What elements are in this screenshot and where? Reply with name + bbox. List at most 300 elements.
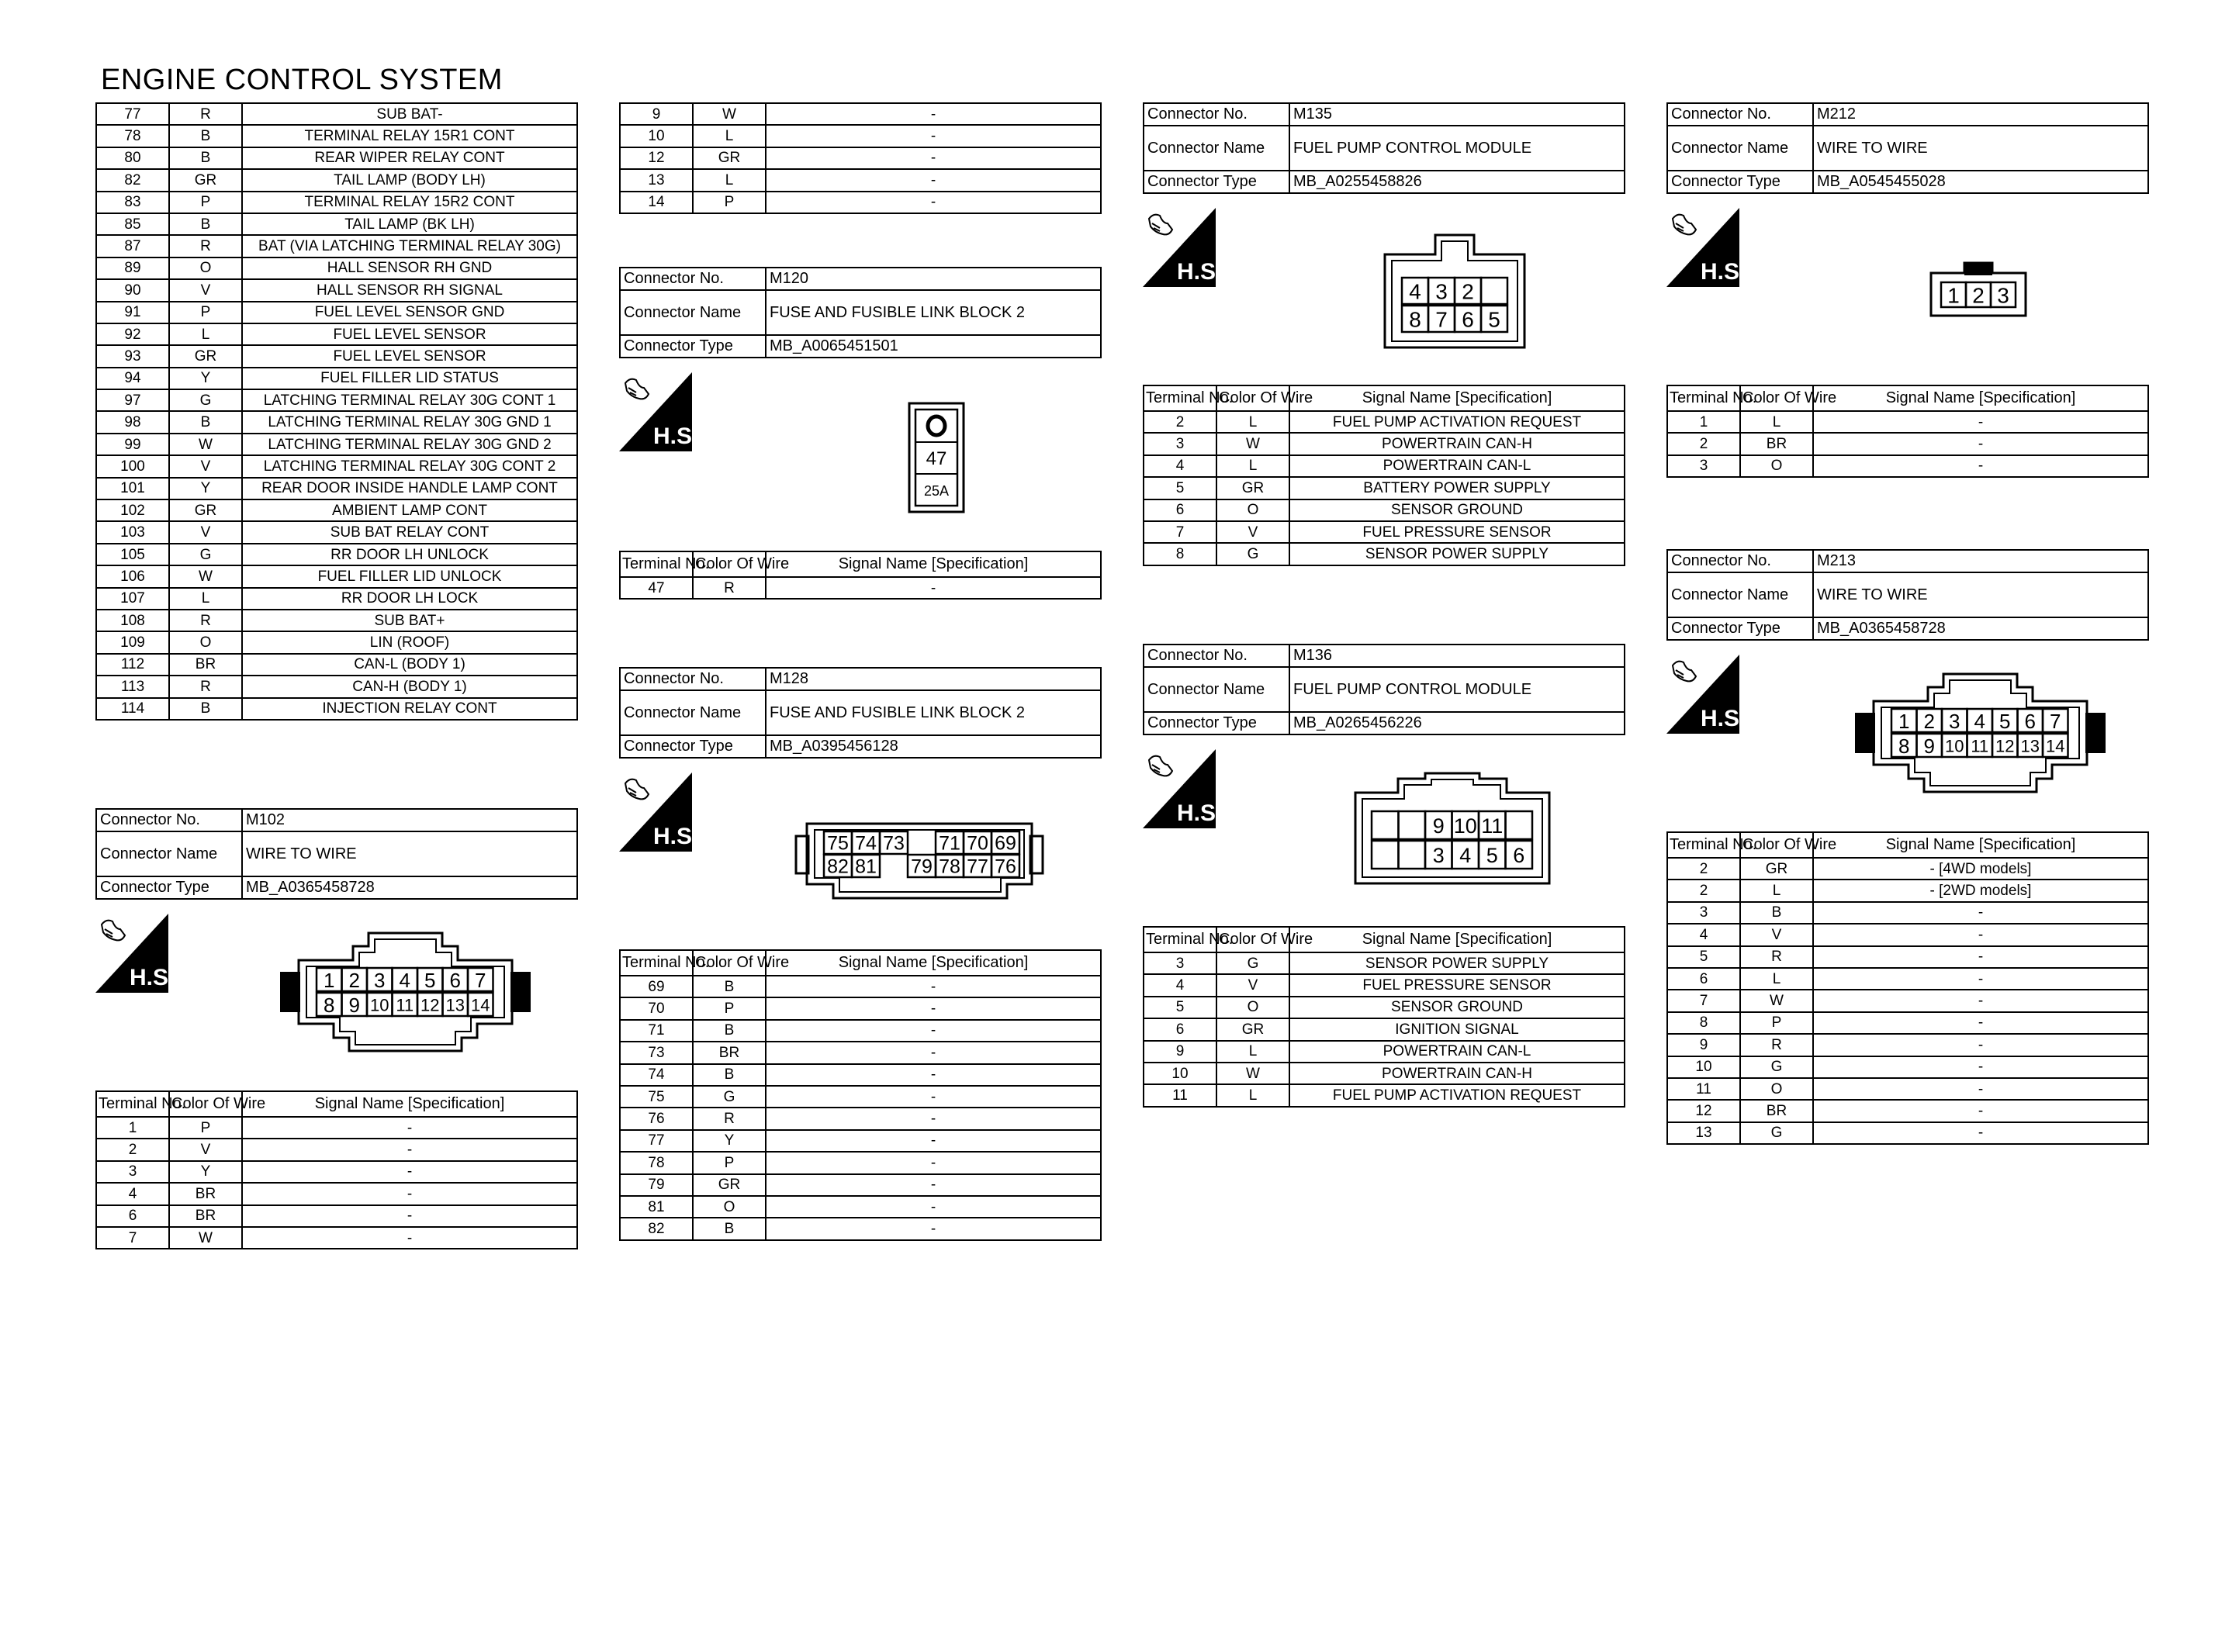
connector-name-label: Connector Name bbox=[1144, 667, 1289, 712]
table-row bbox=[620, 1064, 1101, 1086]
pin-label: 7 bbox=[475, 969, 486, 992]
signal-name-cell: - bbox=[766, 1218, 1101, 1239]
connector-name-value: WIRE TO WIRE bbox=[1813, 572, 2148, 617]
terminal-no-cell: 10 bbox=[1667, 1056, 1740, 1078]
terminal-no-cell: 78 bbox=[96, 125, 169, 147]
table-body bbox=[1667, 858, 2148, 1144]
terminal-no-cell: 81 bbox=[620, 1196, 693, 1218]
signal-name-cell: BATTERY POWER SUPPLY bbox=[1289, 477, 1625, 499]
table-row bbox=[96, 1183, 577, 1204]
signal-name-cell: - bbox=[766, 976, 1101, 997]
table-row bbox=[1667, 858, 2148, 880]
wire-color-cell: O bbox=[693, 1196, 766, 1218]
wire-color-cell: O bbox=[169, 631, 242, 653]
terminal-no-cell: 2 bbox=[1144, 411, 1216, 433]
wire-color-cell: R bbox=[693, 1108, 766, 1129]
wire-color-cell: B bbox=[169, 147, 242, 169]
terminal-no-cell: 47 bbox=[620, 577, 693, 599]
wire-color-cell: GR bbox=[693, 147, 766, 169]
terminal-no-header: Terminal No. bbox=[1667, 832, 1740, 858]
table-row bbox=[96, 499, 577, 521]
wire-color-cell: B bbox=[169, 698, 242, 720]
color-of-wire-header: Color Of Wire bbox=[1216, 385, 1289, 411]
fuse-rating: 25A bbox=[923, 483, 950, 499]
terminal-table-m135 bbox=[1143, 385, 1625, 566]
wire-color-cell: O bbox=[1216, 997, 1289, 1018]
terminal-no-cell: 106 bbox=[96, 565, 169, 587]
pin-label: 7 bbox=[1435, 307, 1448, 332]
wire-color-cell: GR bbox=[1216, 1018, 1289, 1040]
signal-name-cell: CAN-L (BODY 1) bbox=[242, 654, 577, 676]
terminal-no-cell: 7 bbox=[96, 1227, 169, 1249]
terminal-no-cell: 102 bbox=[96, 499, 169, 521]
wire-color-cell: P bbox=[169, 192, 242, 213]
harness-side-icon bbox=[1666, 208, 1746, 287]
pin-label: 13 bbox=[445, 995, 465, 1015]
pin-label: 4 bbox=[1459, 844, 1472, 867]
wire-color-cell: P bbox=[1740, 1012, 1813, 1034]
connector-name-label: Connector Name bbox=[620, 690, 766, 735]
pin-label: 3 bbox=[1997, 283, 2009, 308]
signal-name-cell: BAT (VIA LATCHING TERMINAL RELAY 30G) bbox=[242, 235, 577, 257]
wire-color-cell: L bbox=[1216, 1041, 1289, 1063]
signal-name-cell: CAN-H (BODY 1) bbox=[242, 676, 577, 697]
wire-color-cell: B bbox=[169, 411, 242, 433]
terminal-table-continued-mid bbox=[619, 102, 1102, 214]
m212-connector-face bbox=[1929, 261, 2028, 322]
terminal-no-cell: 100 bbox=[96, 455, 169, 477]
table-row bbox=[96, 1117, 577, 1139]
connector-type-label: Connector Type bbox=[1667, 617, 1813, 640]
signal-name-cell: - bbox=[766, 192, 1101, 213]
signal-name-cell: - bbox=[766, 577, 1101, 599]
wire-color-cell: Y bbox=[169, 368, 242, 389]
table-row bbox=[96, 257, 577, 279]
wire-color-cell: L bbox=[1740, 411, 1813, 433]
table-row bbox=[96, 455, 577, 477]
table-row bbox=[1667, 1056, 2148, 1078]
connector-name-value: FUSE AND FUSIBLE LINK BLOCK 2 bbox=[766, 290, 1101, 335]
signal-name-cell: - bbox=[766, 1108, 1101, 1129]
table-row bbox=[1144, 974, 1625, 996]
table-row bbox=[1667, 946, 2148, 968]
wire-color-cell: B bbox=[169, 213, 242, 235]
pin-label: 2 bbox=[1972, 283, 1985, 308]
signal-name-cell: - bbox=[766, 1130, 1101, 1152]
table-row bbox=[620, 147, 1101, 169]
signal-name-cell: - bbox=[242, 1205, 577, 1227]
latch-right bbox=[2085, 713, 2106, 753]
m120-connector-face bbox=[908, 402, 965, 517]
terminal-no-header: Terminal No. bbox=[1144, 385, 1216, 411]
signal-name-cell: FUEL FILLER LID STATUS bbox=[242, 368, 577, 389]
signal-name-cell: - bbox=[1813, 1100, 2148, 1121]
wire-color-cell: R bbox=[169, 235, 242, 257]
terminal-no-cell: 99 bbox=[96, 434, 169, 455]
m213-connector-face bbox=[1850, 670, 2110, 800]
signal-name-cell: - bbox=[242, 1117, 577, 1139]
m102-connector-face bbox=[275, 929, 535, 1059]
connector-no-label: Connector No. bbox=[1144, 645, 1289, 667]
table-body bbox=[620, 103, 1101, 213]
terminal-no-cell: 78 bbox=[620, 1152, 693, 1173]
table-body bbox=[96, 1117, 577, 1249]
connector-name-label: Connector Name bbox=[1667, 126, 1813, 171]
signal-name-cell: - bbox=[766, 169, 1101, 191]
table-row bbox=[1144, 477, 1625, 499]
connector-type-value: MB_A0395456128 bbox=[766, 735, 1101, 758]
color-of-wire-header: Color Of Wire bbox=[169, 1091, 242, 1117]
pin-label: 1 bbox=[1947, 283, 1960, 308]
wire-color-cell: L bbox=[693, 125, 766, 147]
pin-cavity bbox=[1506, 811, 1533, 839]
connector-info-m135 bbox=[1143, 102, 1625, 194]
connector-name-value: WIRE TO WIRE bbox=[1813, 126, 2148, 171]
signal-name-cell: - bbox=[1813, 990, 2148, 1011]
signal-name-cell: - [2WD models] bbox=[1813, 880, 2148, 901]
pin-label: 6 bbox=[2024, 710, 2036, 733]
signal-name-cell: FUEL PRESSURE SENSOR bbox=[1289, 521, 1625, 543]
terminal-no-header: Terminal No. bbox=[620, 950, 693, 976]
terminal-no-cell: 4 bbox=[1144, 455, 1216, 477]
hs-label: H.S. bbox=[653, 423, 699, 449]
terminal-no-cell: 103 bbox=[96, 521, 169, 543]
wire-color-cell: R bbox=[169, 676, 242, 697]
wire-color-cell: L bbox=[1216, 411, 1289, 433]
connector-no-label: Connector No. bbox=[1667, 550, 1813, 572]
terminal-no-cell: 77 bbox=[96, 103, 169, 125]
signal-name-cell: SENSOR GROUND bbox=[1289, 997, 1625, 1018]
terminal-no-cell: 8 bbox=[1667, 1012, 1740, 1034]
wire-color-cell: V bbox=[1216, 521, 1289, 543]
color-of-wire-header: Color Of Wire bbox=[693, 551, 766, 577]
pin-label: 71 bbox=[939, 832, 960, 855]
signal-name-header: Signal Name [Specification] bbox=[1813, 832, 2148, 858]
terminal-no-cell: 10 bbox=[620, 125, 693, 147]
pin-label: 14 bbox=[2046, 736, 2065, 756]
pin-label: 75 bbox=[827, 832, 849, 855]
connector-no-value: M120 bbox=[766, 268, 1101, 290]
pin-label: 12 bbox=[1995, 736, 2015, 756]
terminal-no-cell: 7 bbox=[1144, 521, 1216, 543]
pin-label: 1 bbox=[324, 969, 335, 992]
terminal-no-cell: 77 bbox=[620, 1130, 693, 1152]
color-of-wire-header: Color Of Wire bbox=[1216, 927, 1289, 952]
signal-name-cell: SUB BAT+ bbox=[242, 610, 577, 631]
pin-cavity bbox=[1399, 841, 1426, 869]
connector-no-label: Connector No. bbox=[620, 268, 766, 290]
signal-name-cell: SENSOR POWER SUPPLY bbox=[1289, 543, 1625, 565]
table-row bbox=[620, 997, 1101, 1019]
pin-label: 9 bbox=[1432, 814, 1445, 838]
connector-no-label: Connector No. bbox=[620, 668, 766, 690]
signal-name-cell: LATCHING TERMINAL RELAY 30G CONT 2 bbox=[242, 455, 577, 477]
signal-name-cell: LATCHING TERMINAL RELAY 30G CONT 1 bbox=[242, 389, 577, 411]
connector-type-label: Connector Type bbox=[96, 876, 242, 899]
connector-no-value: M128 bbox=[766, 668, 1101, 690]
signal-name-cell: TAIL LAMP (BODY LH) bbox=[242, 169, 577, 191]
table-row bbox=[1667, 880, 2148, 901]
wire-color-cell: O bbox=[1740, 455, 1813, 477]
terminal-no-cell: 113 bbox=[96, 676, 169, 697]
wire-color-cell: GR bbox=[169, 345, 242, 367]
wire-color-cell: B bbox=[693, 1020, 766, 1042]
signal-name-cell: - bbox=[242, 1139, 577, 1160]
terminal-no-cell: 1 bbox=[96, 1117, 169, 1139]
pin-label: 70 bbox=[967, 832, 988, 855]
table-row bbox=[620, 1218, 1101, 1239]
wire-color-cell: B bbox=[169, 125, 242, 147]
terminal-no-cell: 101 bbox=[96, 478, 169, 499]
wire-color-cell: P bbox=[169, 302, 242, 323]
terminal-no-cell: 109 bbox=[96, 631, 169, 653]
pin-label: 78 bbox=[939, 855, 960, 878]
wire-color-cell: L bbox=[1740, 880, 1813, 901]
signal-name-cell: FUEL LEVEL SENSOR bbox=[242, 323, 577, 345]
pin-cavity bbox=[1399, 811, 1426, 839]
table-row bbox=[96, 1227, 577, 1249]
connector-type-value: MB_A0265456226 bbox=[1289, 712, 1625, 734]
table-row bbox=[1667, 455, 2148, 477]
signal-name-cell: FUEL LEVEL SENSOR bbox=[242, 345, 577, 367]
signal-name-cell: - bbox=[766, 147, 1101, 169]
pin-label: 82 bbox=[827, 855, 849, 878]
signal-name-header: Signal Name [Specification] bbox=[1289, 927, 1625, 952]
hs-label: H.S. bbox=[1701, 259, 1746, 285]
table-row bbox=[1144, 543, 1625, 565]
pin-label: 5 bbox=[1999, 710, 2011, 733]
terminal-no-cell: 73 bbox=[620, 1042, 693, 1063]
wire-color-cell: BR bbox=[169, 654, 242, 676]
connector-type-value: MB_A0065451501 bbox=[766, 335, 1101, 358]
wire-color-cell: R bbox=[169, 610, 242, 631]
signal-name-cell: - bbox=[1813, 968, 2148, 990]
wire-color-cell: V bbox=[169, 521, 242, 543]
signal-name-cell: - bbox=[766, 1020, 1101, 1042]
signal-name-cell: FUEL FILLER LID UNLOCK bbox=[242, 565, 577, 587]
terminal-no-cell: 12 bbox=[1667, 1100, 1740, 1121]
signal-name-cell: - bbox=[242, 1227, 577, 1249]
table-row bbox=[96, 610, 577, 631]
table-row bbox=[96, 368, 577, 389]
wire-color-cell: L bbox=[1740, 968, 1813, 990]
pin-label: 9 bbox=[1923, 734, 1935, 758]
table-body bbox=[620, 577, 1101, 599]
connector-type-label: Connector Type bbox=[620, 335, 766, 358]
signal-name-header: Signal Name [Specification] bbox=[766, 551, 1101, 577]
harness-side-icon bbox=[1666, 655, 1746, 734]
connector-no-value: M136 bbox=[1289, 645, 1625, 667]
terminal-no-cell: 80 bbox=[96, 147, 169, 169]
wire-color-cell: V bbox=[1216, 974, 1289, 996]
color-of-wire-header: Color Of Wire bbox=[1740, 385, 1813, 411]
pin-label: 4 bbox=[399, 969, 410, 992]
hs-label: H.S. bbox=[1701, 706, 1746, 731]
table-row bbox=[620, 1130, 1101, 1152]
pin-label: 1 bbox=[1898, 710, 1910, 733]
table-row bbox=[620, 169, 1101, 191]
wire-color-cell: BR bbox=[1740, 1100, 1813, 1121]
terminal-no-cell: 11 bbox=[1144, 1084, 1216, 1106]
wire-color-cell: G bbox=[1740, 1056, 1813, 1078]
table-row bbox=[1144, 1063, 1625, 1084]
pin-cavity bbox=[1481, 278, 1507, 304]
table-row bbox=[1667, 902, 2148, 924]
pin-label: 69 bbox=[995, 832, 1016, 855]
fuse-socket-icon bbox=[928, 416, 945, 435]
table-row bbox=[620, 577, 1101, 599]
pin-label: 3 bbox=[1435, 279, 1448, 304]
wire-color-cell: G bbox=[169, 544, 242, 565]
wire-color-cell: W bbox=[169, 565, 242, 587]
table-row bbox=[96, 323, 577, 345]
signal-name-cell: RR DOOR LH LOCK bbox=[242, 588, 577, 610]
table-row bbox=[96, 565, 577, 587]
pin-label: 6 bbox=[1462, 307, 1474, 332]
table-row bbox=[620, 192, 1101, 213]
signal-name-cell: SUB BAT- bbox=[242, 103, 577, 125]
signal-name-cell: - bbox=[1813, 411, 2148, 433]
wire-color-cell: Y bbox=[169, 478, 242, 499]
signal-name-cell: - bbox=[766, 125, 1101, 147]
terminal-no-cell: 91 bbox=[96, 302, 169, 323]
table-row bbox=[620, 1020, 1101, 1042]
table-row bbox=[620, 125, 1101, 147]
terminal-no-cell: 82 bbox=[96, 169, 169, 191]
table-row bbox=[1144, 1018, 1625, 1040]
terminal-no-cell: 89 bbox=[96, 257, 169, 279]
table-row bbox=[96, 389, 577, 411]
connector-no-label: Connector No. bbox=[1144, 103, 1289, 126]
wire-color-cell: R bbox=[1740, 1034, 1813, 1056]
wire-color-cell: W bbox=[1216, 1063, 1289, 1084]
wire-color-cell: O bbox=[1216, 499, 1289, 521]
table-row bbox=[1144, 499, 1625, 521]
pin-label: 6 bbox=[449, 969, 461, 992]
color-of-wire-header: Color Of Wire bbox=[693, 950, 766, 976]
table-row bbox=[1144, 455, 1625, 477]
hs-label: H.S. bbox=[1177, 259, 1223, 285]
page-title: ENGINE CONTROL SYSTEM bbox=[101, 64, 503, 96]
connector-name-label: Connector Name bbox=[1667, 572, 1813, 617]
wire-color-cell: L bbox=[1216, 455, 1289, 477]
signal-name-header: Signal Name [Specification] bbox=[766, 950, 1101, 976]
pin-label: 2 bbox=[1462, 279, 1474, 304]
connector-type-value: MB_A0255458826 bbox=[1289, 171, 1625, 193]
terminal-no-cell: 14 bbox=[620, 192, 693, 213]
table-row bbox=[1144, 521, 1625, 543]
table-row bbox=[1144, 997, 1625, 1018]
harness-side-icon bbox=[619, 372, 699, 451]
wire-color-cell: L bbox=[693, 169, 766, 191]
terminal-no-cell: 11 bbox=[1667, 1078, 1740, 1100]
pin-label: 2 bbox=[1923, 710, 1935, 733]
terminal-no-cell: 13 bbox=[1667, 1122, 1740, 1144]
connector-no-label: Connector No. bbox=[96, 809, 242, 831]
signal-name-cell: - bbox=[1813, 1034, 2148, 1056]
table-row bbox=[1667, 990, 2148, 1011]
table-row bbox=[620, 1174, 1101, 1196]
terminal-no-cell: 105 bbox=[96, 544, 169, 565]
wire-color-cell: GR bbox=[1216, 477, 1289, 499]
table-row bbox=[96, 1139, 577, 1160]
terminal-no-cell: 70 bbox=[620, 997, 693, 1019]
signal-name-cell: POWERTRAIN CAN-L bbox=[1289, 455, 1625, 477]
table-body bbox=[96, 103, 577, 720]
pin-label: 8 bbox=[324, 994, 335, 1017]
terminal-no-cell: 6 bbox=[1144, 1018, 1216, 1040]
signal-name-cell: REAR DOOR INSIDE HANDLE LAMP CONT bbox=[242, 478, 577, 499]
wire-color-cell: B bbox=[693, 976, 766, 997]
table-row bbox=[1667, 1122, 2148, 1144]
harness-side-icon bbox=[619, 772, 699, 852]
terminal-no-cell: 3 bbox=[1667, 902, 1740, 924]
signal-name-cell: - bbox=[1813, 946, 2148, 968]
terminal-no-cell: 6 bbox=[1667, 968, 1740, 990]
connector-type-label: Connector Type bbox=[1144, 171, 1289, 193]
terminal-table-continued-left bbox=[95, 102, 578, 721]
wire-color-cell: GR bbox=[169, 499, 242, 521]
signal-name-cell: - bbox=[766, 997, 1101, 1019]
pin-label: 74 bbox=[855, 832, 877, 855]
wire-color-cell: G bbox=[1740, 1122, 1813, 1144]
harness-side-icon bbox=[95, 914, 175, 993]
signal-name-cell: - bbox=[766, 1064, 1101, 1086]
terminal-no-cell: 3 bbox=[1144, 952, 1216, 974]
wire-color-cell: BR bbox=[169, 1205, 242, 1227]
table-row bbox=[96, 192, 577, 213]
terminal-no-cell: 4 bbox=[1667, 924, 1740, 945]
wire-color-cell: B bbox=[1740, 902, 1813, 924]
terminal-no-cell: 4 bbox=[1144, 974, 1216, 996]
wire-color-cell: O bbox=[169, 257, 242, 279]
pin-label: 4 bbox=[1409, 279, 1421, 304]
signal-name-cell: POWERTRAIN CAN-L bbox=[1289, 1041, 1625, 1063]
table-row bbox=[1144, 1041, 1625, 1063]
connector-type-label: Connector Type bbox=[1144, 712, 1289, 734]
pin-label: 76 bbox=[995, 855, 1016, 878]
signal-name-cell: - bbox=[1813, 924, 2148, 945]
terminal-no-cell: 98 bbox=[96, 411, 169, 433]
harness-side-icon bbox=[1143, 749, 1223, 828]
terminal-table-m128 bbox=[619, 949, 1102, 1241]
pin-label: 3 bbox=[374, 969, 386, 992]
terminal-no-cell: 71 bbox=[620, 1020, 693, 1042]
wire-color-cell: Y bbox=[693, 1130, 766, 1152]
table-row bbox=[96, 103, 577, 125]
terminal-no-cell: 2 bbox=[1667, 880, 1740, 901]
table-row bbox=[96, 544, 577, 565]
terminal-no-header: Terminal No. bbox=[96, 1091, 169, 1117]
wire-color-cell: W bbox=[693, 103, 766, 125]
table-row bbox=[1144, 1084, 1625, 1106]
key-tab bbox=[1964, 263, 1992, 275]
wire-color-cell: Y bbox=[169, 1161, 242, 1183]
terminal-no-cell: 85 bbox=[96, 213, 169, 235]
pin-label: 13 bbox=[2020, 736, 2040, 756]
table-row bbox=[96, 147, 577, 169]
terminal-no-cell: 75 bbox=[620, 1086, 693, 1108]
connector-type-label: Connector Type bbox=[1667, 171, 1813, 193]
pin-cavity bbox=[1372, 811, 1399, 839]
wire-color-cell: L bbox=[169, 588, 242, 610]
signal-name-cell: TERMINAL RELAY 15R2 CONT bbox=[242, 192, 577, 213]
terminal-no-cell: 13 bbox=[620, 169, 693, 191]
wire-color-cell: W bbox=[1740, 990, 1813, 1011]
pin-label: 11 bbox=[1971, 736, 1989, 756]
pin-label: 5 bbox=[424, 969, 436, 992]
signal-name-cell: LATCHING TERMINAL RELAY 30G GND 1 bbox=[242, 411, 577, 433]
